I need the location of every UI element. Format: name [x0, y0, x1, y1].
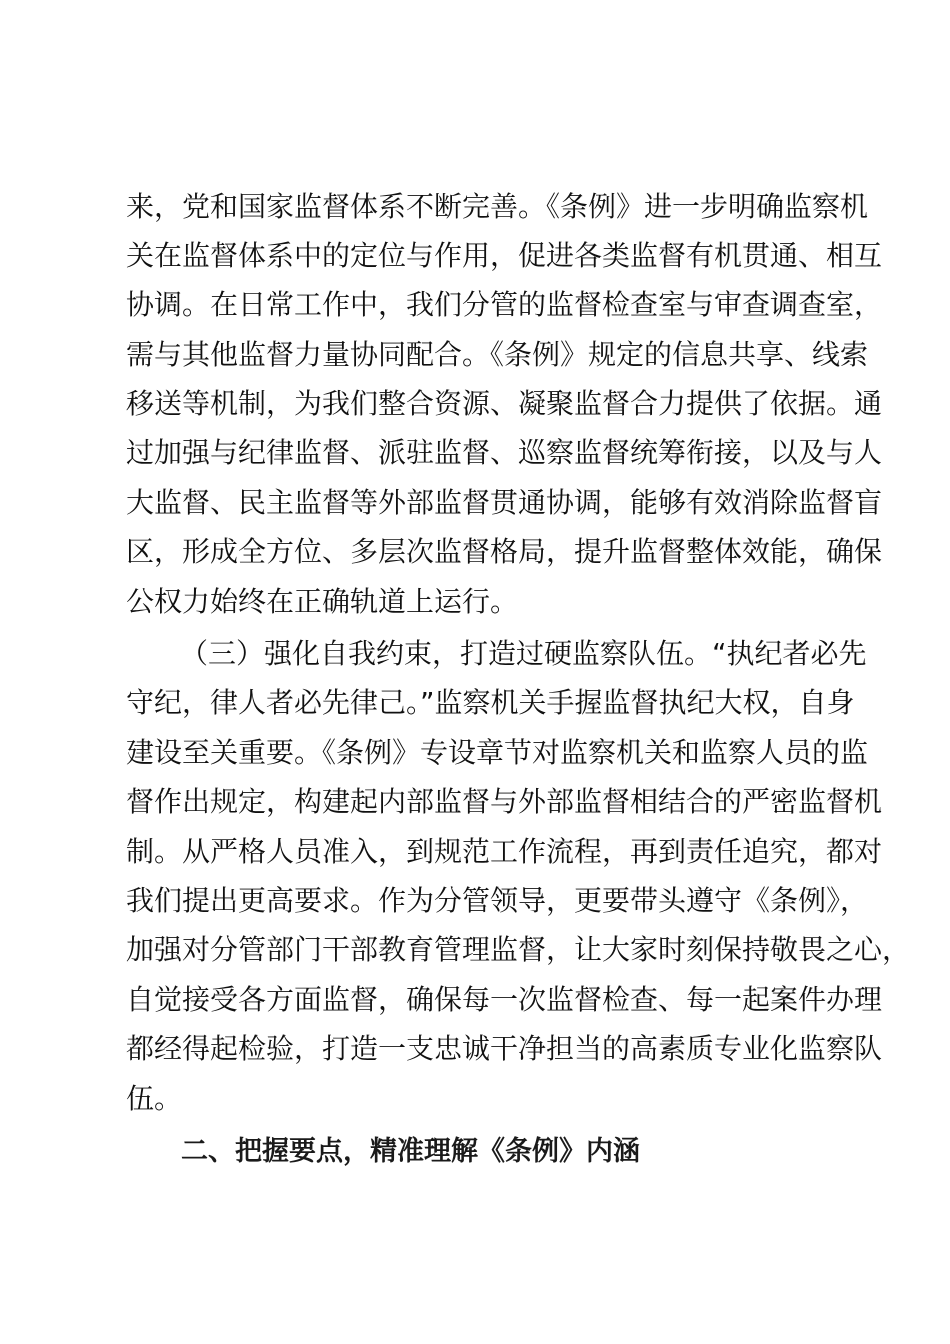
section-heading: 二、把握要点，精准理解《条例》内涵 — [181, 1136, 640, 1167]
paragraph-line: 协调。在日常工作中，我们分管的监督检查室与审查调查室， — [126, 288, 883, 321]
paragraph-line: 守纪，律人者必先律己。”监察机关手握监督执纪大权，自身 — [126, 686, 855, 719]
paragraph-line: 建设至关重要。《条例》专设章节对监察机关和监察人员的监 — [126, 736, 869, 769]
paragraph-line: 来，党和国家监督体系不断完善。《条例》进一步明确监察机 — [126, 190, 869, 223]
paragraph-line: 需与其他监督力量协同配合。《条例》规定的信息共享、线索 — [126, 338, 869, 371]
paragraph-line: 都经得起检验，打造一支忠诚干净担当的高素质专业化监察队 — [126, 1032, 883, 1065]
paragraph-line: 公权力始终在正确轨道上运行。 — [126, 585, 519, 618]
paragraph-line: 伍。 — [126, 1082, 183, 1115]
paragraph-line: 自觉接受各方面监督，确保每一次监督检查、每一起案件办理 — [126, 983, 883, 1016]
paragraph-line: 加强对分管部门干部教育管理监督，让大家时刻保持敬畏之心， — [126, 933, 911, 966]
paragraph-line: 关在监督体系中的定位与作用，促进各类监督有机贯通、相互 — [126, 239, 883, 272]
paragraph-line: 过加强与纪律监督、派驻监督、巡察监督统筹衔接，以及与人 — [126, 436, 883, 469]
paragraph-line: 区，形成全方位、多层次监督格局，提升监督整体效能，确保 — [126, 535, 883, 568]
paragraph-line: 督作出规定，构建起内部监督与外部监督相结合的严密监督机 — [126, 785, 883, 818]
paragraph-line: 移送等机制，为我们整合资源、凝聚监督合力提供了依据。通 — [126, 387, 883, 420]
paragraph-line: 我们提出更高要求。作为分管领导，更要带头遵守《条例》， — [126, 884, 869, 917]
section-three-first-line: （三）强化自我约束，打造过硬监察队伍。“执纪者必先 — [180, 637, 867, 670]
paragraph-line: 大监督、民主监督等外部监督贯通协调，能够有效消除监督盲 — [126, 486, 883, 519]
paragraph-line: 制。从严格人员准入，到规范工作流程，再到责任追究，都对 — [126, 835, 883, 868]
